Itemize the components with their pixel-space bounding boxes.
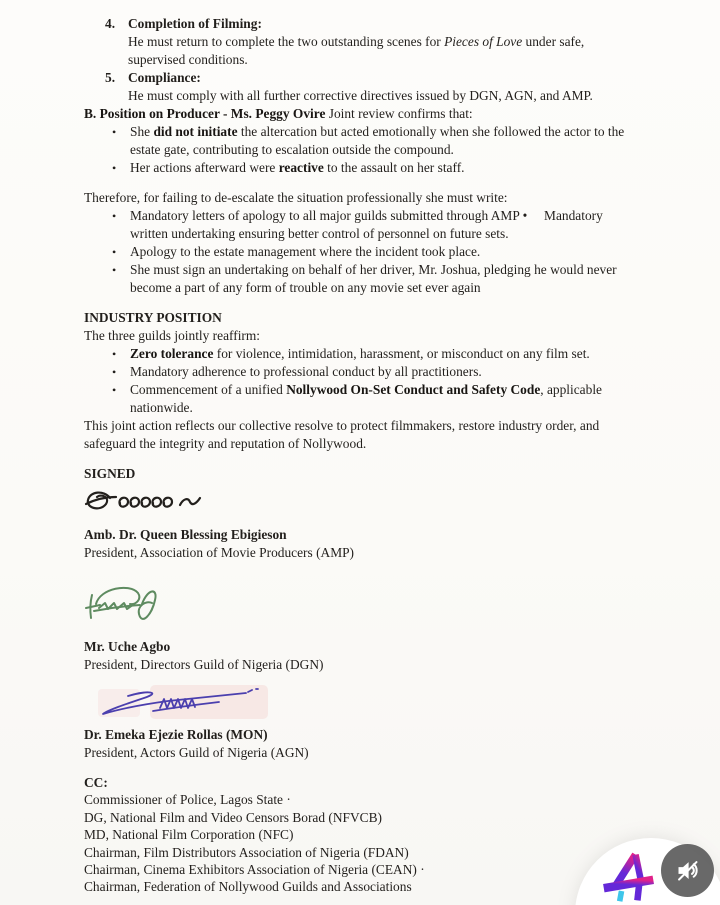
bullet-glyph: • <box>112 125 117 139</box>
bullet-text: Apology to the estate management where the incident took place. <box>130 244 481 259</box>
signature-emeka-rollas <box>98 683 270 723</box>
bullet-text: She must sign an undertaking on behalf of her driver, Mr. Joshua, pledging he would never become a part of any form of trouble on any movie set ever again <box>130 262 617 295</box>
bullet-glyph: • <box>112 347 117 361</box>
cc-line: Chairman, Federation of Nollywood Guilds and Associations <box>84 879 412 895</box>
cc-line: Commissioner of Police, Lagos State · <box>84 792 291 808</box>
text-segment: He must return to complete the two outstanding scenes for <box>128 34 445 49</box>
text-segment-bold: Zero tolerance <box>130 346 214 361</box>
signed-heading: SIGNED <box>84 466 136 481</box>
list-number: 4. <box>105 16 116 31</box>
industry-position-heading: INDUSTRY POSITION <box>84 310 222 325</box>
text-segment-bold: Nollywood On-Set Conduct and Safety Code <box>286 382 541 397</box>
muted-speaker-icon <box>674 857 701 884</box>
text-segment: the altercation but acted emotionally when she followed the actor to the estate gate, contributing to escalation outside the compound. <box>130 124 625 157</box>
cc-line: Chairman, Cinema Exhibitors Association of Nigeria (CEAN) · <box>84 862 425 878</box>
cc-heading: CC: <box>84 775 108 790</box>
cc-line: Chairman, Film Distributors Association of Nigeria (FDAN) <box>84 844 409 860</box>
industry-closing: This joint action reflects our collective resolve to protect filmmakers, restore industry order, and safeguard the integrity and reputation of Nollywood. <box>84 418 600 451</box>
signer-name: Mr. Uche Agbo <box>84 639 171 654</box>
bullet-item <box>84 207 640 243</box>
therefore-intro: Therefore, for failing to de-escalate the situation professionally she must write: <box>84 190 508 205</box>
signer-title: President, Directors Guild of Nigeria (DGN) <box>84 657 324 672</box>
text-segment: under safe, supervised conditions. <box>128 34 585 67</box>
signature-emeka-rollas-scan <box>98 683 270 723</box>
cc-line: MD, National Film Corporation (NFC) <box>84 827 294 843</box>
signer-block-dgn <box>84 562 640 674</box>
list-item-body: He must comply with all further corrective directives issued by DGN, AGN, and AMP. <box>128 88 593 103</box>
bullet-item <box>84 381 640 417</box>
text-segment-bold: reactive <box>278 160 324 175</box>
list-item-5 <box>84 69 640 87</box>
text-segment: for violence, intimidation, harassment, or misconduct on any film set. <box>213 346 590 361</box>
text-segment-bold: did not initiate <box>153 124 238 139</box>
list-item-4 <box>84 15 640 33</box>
signer-name: Amb. Dr. Queen Blessing Ebigieson <box>84 527 287 542</box>
signer-title: President, Association of Movie Producers (AMP) <box>84 545 355 560</box>
bullet-glyph: • <box>112 245 117 259</box>
bullet-item <box>84 363 640 381</box>
app-logo-watermark <box>601 849 657 905</box>
mute-button[interactable] <box>661 844 714 897</box>
text-segment-bold: B. Position on Producer - Ms. Peggy Ovire <box>84 106 326 121</box>
text-segment: Her actions afterward were <box>130 160 279 175</box>
bullet-item <box>84 243 640 261</box>
signer-name: Dr. Emeka Ejezie Rollas (MON) <box>84 727 268 742</box>
text-segment: , applicable nationwide. <box>130 382 602 415</box>
bullet-glyph: • <box>112 365 117 379</box>
signature-queen-blessing-ebigieson <box>84 488 204 520</box>
list-item-title: Compliance: <box>128 70 201 85</box>
list-item-title: Completion of Filming: <box>128 16 262 31</box>
signer-title: President, Actors Guild of Nigeria (AGN) <box>84 745 309 760</box>
cc-line: DG, National Film and Video Censors Borad (NFVCB) <box>84 809 382 825</box>
industry-intro: The three guilds jointly reaffirm: <box>84 328 261 343</box>
text-segment: to the assault on her staff. <box>323 160 465 175</box>
text-segment: Mandatory adherence to professional conduct by all practitioners. <box>130 364 482 379</box>
text-segment: Joint review confirms that: <box>325 106 473 121</box>
bullet-glyph: • <box>112 383 117 397</box>
list-number: 5. <box>105 70 116 85</box>
section-b-heading <box>84 105 640 123</box>
list-item-body <box>84 33 640 69</box>
bullet-item <box>84 261 640 297</box>
bullet-glyph: • <box>112 209 117 223</box>
bullet-glyph: • <box>112 263 117 277</box>
signer-block-agn <box>84 683 640 762</box>
cc-block <box>84 774 640 896</box>
signature-uche-agbo <box>84 577 176 633</box>
bullet-item <box>84 159 640 177</box>
bullet-text: Mandatory letters of apology to all major guilds submitted through AMP • Mandatory written undertaking ensuring better control of personnel on future sets. <box>130 208 603 241</box>
text-segment: Commencement of a unified <box>130 382 287 397</box>
text-segment: She <box>130 124 154 139</box>
bullet-item <box>84 123 640 159</box>
document-page <box>84 15 640 896</box>
bullet-item <box>84 345 640 363</box>
text-segment-italic: Pieces of Love <box>444 34 523 49</box>
bullet-glyph: • <box>112 161 117 175</box>
signer-block-amp <box>84 483 640 562</box>
